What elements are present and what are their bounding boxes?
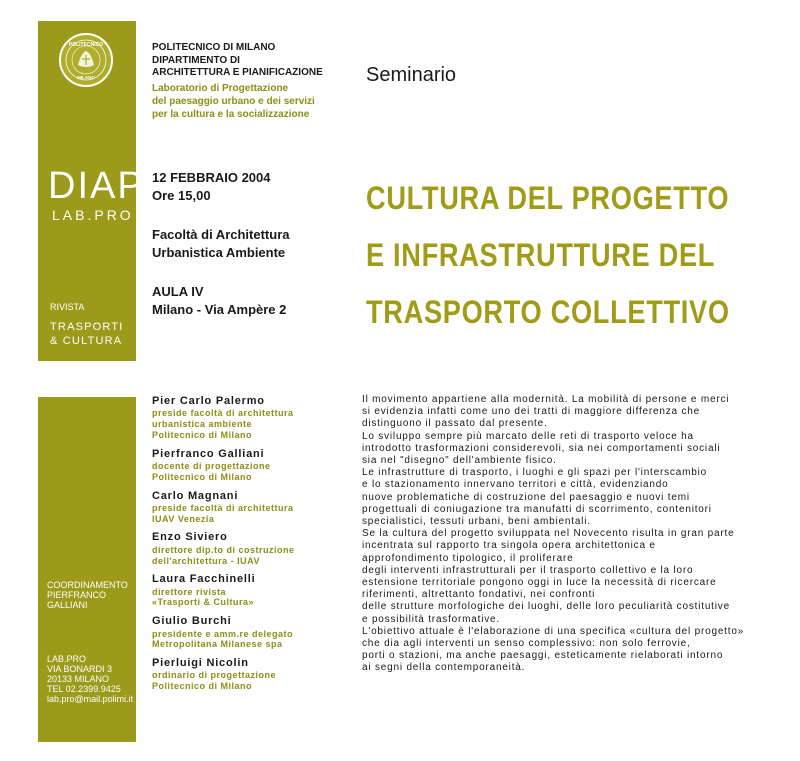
body-line: progettuali di coniugazione tra manufatti di scorrimento, contenitori <box>362 503 712 515</box>
body-line: che dia agli interventi un senso complessivo: non solo ferrovie, <box>362 638 691 650</box>
title-line: E INFRASTRUTTURE DEL <box>366 237 716 273</box>
date-block <box>152 169 271 204</box>
speaker-name: Pier Carlo Palermo <box>152 395 265 407</box>
speaker-name: Giulio Burchi <box>152 615 232 628</box>
body-line: Lo sviluppo sempre più marcato delle reti di trasporto veloce ha <box>362 430 694 442</box>
addr-line: LAB.PRO <box>47 654 87 664</box>
addr-email[interactable]: lab.pro@mail.polimi.it <box>47 694 134 705</box>
aula-name: AULA IV <box>152 284 204 299</box>
speaker-role: Metropolitana Milanese spa <box>152 639 283 650</box>
body-line: riferimenti, altrettanto fondativi, nei confronti <box>362 589 596 601</box>
diap-logo-text: DIAP <box>48 165 145 207</box>
trasporti-cultura-label <box>50 320 124 349</box>
politecnico-seal-icon <box>59 33 113 87</box>
coord-line: GALLIANI <box>47 600 88 611</box>
speaker-role: dell'architettura - IUAV <box>152 555 260 566</box>
speaker-item <box>152 489 352 525</box>
body-line: nuove problematiche di costruzione del paesaggio e nuovi temi <box>362 491 690 503</box>
org-line: DIPARTIMENTO DI <box>152 54 240 66</box>
addr-line: 20133 MILANO <box>47 674 110 685</box>
speaker-item <box>152 656 352 692</box>
speaker-role: «Trasporti & Cultura» <box>152 597 255 608</box>
speaker-name: Carlo Magnani <box>152 489 239 502</box>
seminario-label: Seminario <box>366 64 457 86</box>
body-line: incentrata sul rapporto tra singola opera architettonica e <box>362 540 656 552</box>
speaker-role: docente di progettazione <box>152 460 271 471</box>
address-block <box>47 654 133 704</box>
speaker-role: Politecnico di Milano <box>152 681 253 692</box>
body-line: ai segni della contemporaneità. <box>362 662 526 674</box>
body-line: Se la cultura del progetto sviluppata nel Novecento risulta in gran parte <box>362 528 735 540</box>
sidebar-bottom-panel <box>38 397 136 742</box>
coord-line: COORDINAMENTO <box>47 580 128 590</box>
lab-line: del paesaggio urbano e dei servizi <box>152 96 315 107</box>
speakers-list <box>152 394 352 698</box>
body-line: approfondimento tipologico, il proliferare <box>362 552 574 564</box>
body-line: sia nel "disegno" dell'ambiente fisico. <box>362 455 557 467</box>
speaker-role: preside facoltà di architettura <box>152 408 294 419</box>
speaker-item <box>152 394 352 441</box>
body-line: Le infrastrutture di trasporto, i luoghi e gli spazi per l'interscambio <box>362 467 707 479</box>
speaker-role: IUAV Venezia <box>152 513 215 524</box>
coord-line: PIERFRANCO <box>47 590 107 601</box>
body-line: si evidenzia infatti come uno dei tratti di maggiore differenza che <box>362 406 701 418</box>
addr-phone: TEL 02.2399.9425 <box>47 684 121 695</box>
speaker-role: Politecnico di Milano <box>152 471 253 482</box>
trasporti-line1: TRASPORTI <box>50 321 124 333</box>
body-line: delle strutture morfologiche dei luoghi, delle loro peculiarità costitutive <box>362 601 730 613</box>
speaker-item <box>152 572 352 608</box>
seal-text-top: POLITECNICO <box>68 42 104 48</box>
org-line: POLITECNICO DI MILANO <box>152 42 276 53</box>
speaker-name: Enzo Siviero <box>152 531 228 544</box>
laboratory-block <box>152 82 315 121</box>
body-line: L'obiettivo attuale è l'elaborazione di una specifica «cultura del progetto» <box>362 625 745 637</box>
organization-block <box>152 42 323 80</box>
seminar-title <box>366 170 730 341</box>
org-line: ARCHITETTURA E PIANIFICAZIONE <box>152 67 323 78</box>
speaker-item <box>152 530 352 566</box>
speaker-role: preside facoltà di architettura <box>152 502 294 513</box>
event-date: 12 FEBBRAIO 2004 <box>152 170 271 185</box>
speaker-role: ordinario di progettazione <box>152 670 277 681</box>
body-line: Il movimento appartiene alla modernità. La mobilità di persone e merci <box>362 394 730 405</box>
body-line: e possibilità trasformative. <box>362 613 501 625</box>
body-line: distinguono il passato dal presente. <box>362 418 548 430</box>
speaker-item <box>152 447 352 483</box>
speaker-role: direttore dip.to di costruzione <box>152 544 295 555</box>
body-line: introdotto trasformazioni considerevoli, sia nei comportamenti sociali <box>362 442 721 454</box>
labpro-label: LAB.PRO <box>52 207 134 223</box>
venue-line: Facoltà di Architettura <box>152 227 290 242</box>
body-line: porti o stazioni, ma anche paesaggi, esteticamente rielaborati intorno <box>362 650 724 662</box>
addr-line: VIA BONARDI 3 <box>47 664 113 675</box>
speaker-item <box>152 614 352 650</box>
speaker-name: Pierluigi Nicolin <box>152 657 249 670</box>
seminar-description <box>362 394 782 675</box>
event-time: Ore 15,00 <box>152 187 211 203</box>
body-line: e lo stazionamento innervano territori e città, evidenziando <box>362 479 669 491</box>
title-line: TRASPORTO COLLETTIVO <box>366 294 730 330</box>
body-line: degli interventi infrastrutturali per il trasporto collettivo e la loro <box>362 564 694 576</box>
speaker-role: Politecnico di Milano <box>152 429 253 440</box>
lab-line: Laboratorio di Progettazione <box>152 83 289 94</box>
event-address: Milano - Via Ampère 2 <box>152 301 287 317</box>
aula-block <box>152 283 286 318</box>
body-line: estensione territoriale pongono oggi in luce la necessità di ricercare <box>362 577 717 589</box>
trasporti-line2: & CULTURA <box>50 335 123 348</box>
seal-text-bottom: MILANO <box>77 75 95 80</box>
venue-line: Urbanistica Ambiente <box>152 244 286 260</box>
title-line: CULTURA DEL PROGETTO <box>366 180 730 216</box>
speaker-role: urbanistica ambiente <box>152 419 253 430</box>
lab-line: per la cultura e la socializzazione <box>152 109 310 120</box>
venue-block <box>152 226 289 261</box>
sidebar-top-panel <box>38 21 145 361</box>
speaker-role: presidente e amm.re delegato <box>152 628 294 639</box>
coordinamento-block <box>47 580 128 610</box>
speaker-name: Pierfranco Galliani <box>152 447 265 460</box>
body-line: specialistici, tessuti urbani, beni ambientali. <box>362 516 591 528</box>
speaker-role: direttore rivista <box>152 586 227 597</box>
rivista-label: RIVISTA <box>50 302 85 312</box>
speaker-name: Laura Facchinelli <box>152 573 256 586</box>
